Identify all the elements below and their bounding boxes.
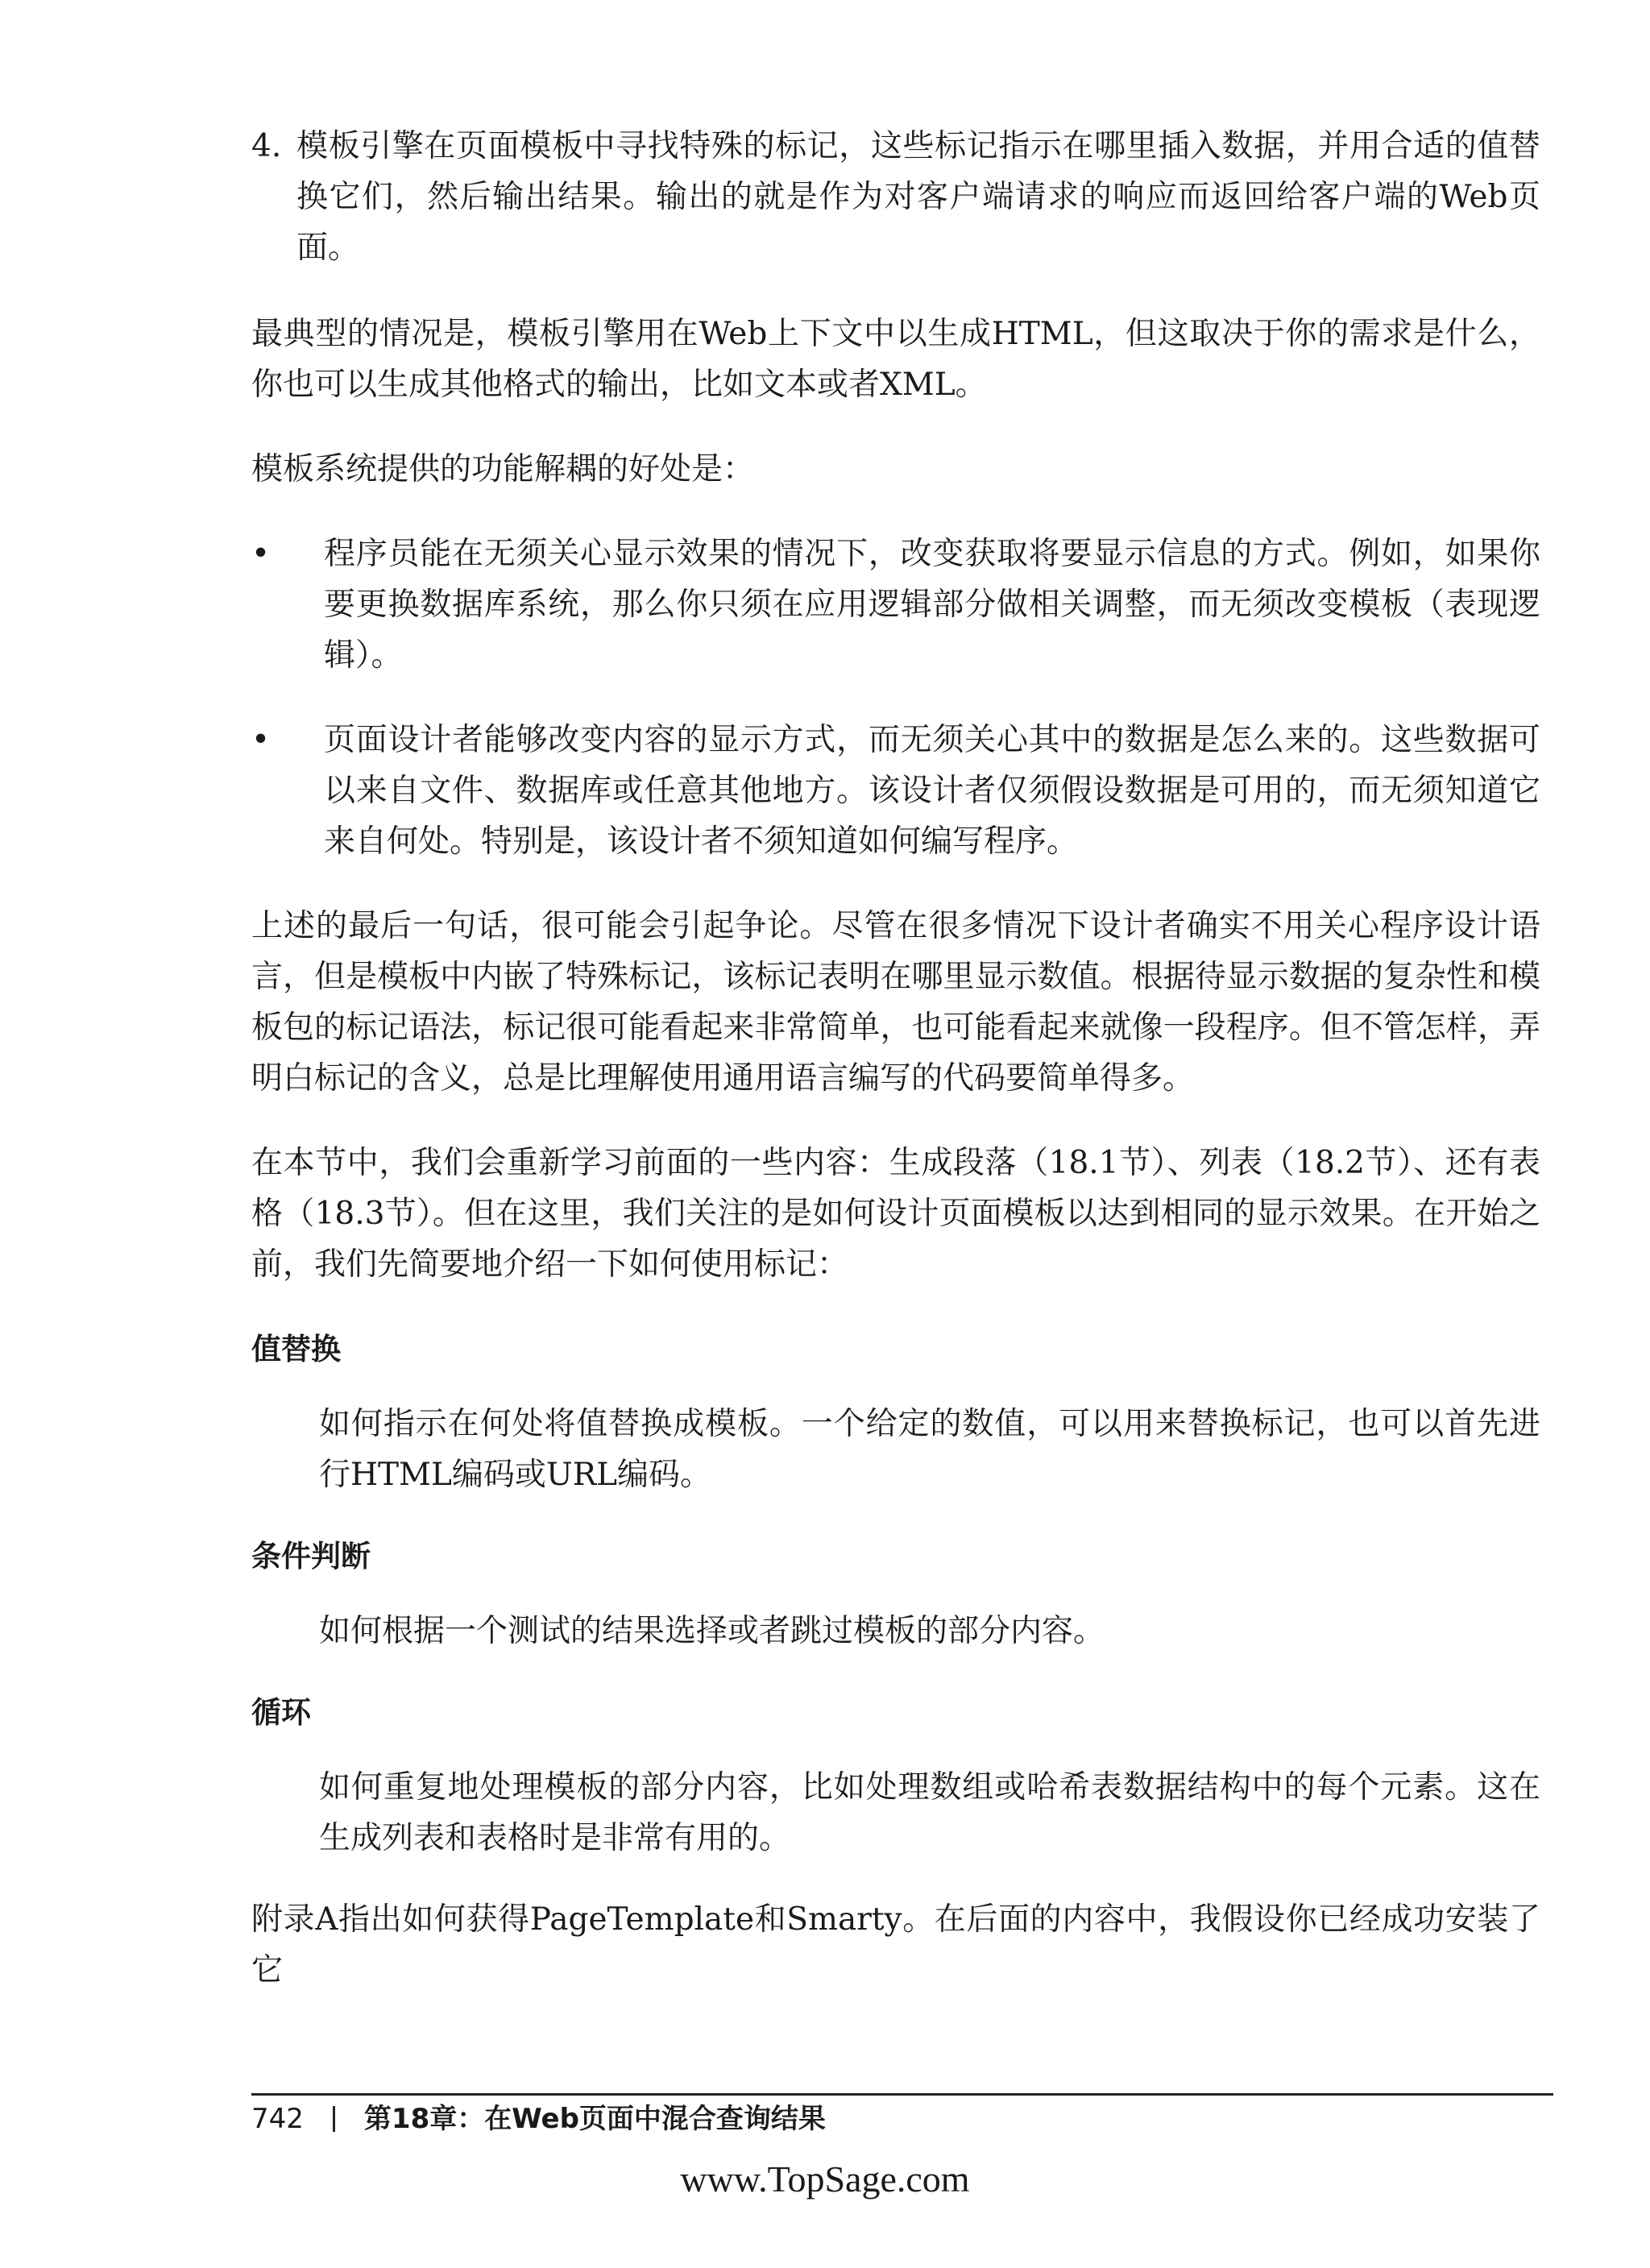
bullet-icon: • [251,536,271,572]
term-definition: 如何重复地处理模板的部分内容，比如处理数组或哈希表数据结构中的每个元素。这在生成列表和表格时是非常有用的。 [319,1769,1540,1856]
paragraph-section-intro: 在本节中，我们会重新学习前面的一些内容：生成段落（18.1节）、列表（18.2节）、还有表格（18.3节）。但在这里，我们关注的是如何设计页面模板以达到相同的显示效果。在开始之前，我们先简要地介绍一下如何使用标记： [251,1145,1540,1283]
list-item [251,529,1540,681]
list-item [251,715,1540,867]
list-item-text: 程序员能在无须关心显示效果的情况下，改变获取将要显示信息的方式。例如，如果你要更换数据库系统，那么你只须在应用逻辑部分做相关调整，而无须改变模板（表现逻辑）。 [324,536,1540,674]
page-body [251,121,1540,1996]
bullet-icon: • [251,722,271,758]
term-definition: 如何指示在何处将值替换成模板。一个给定的数值，可以用来替换标记，也可以首先进行HTML编码或URL编码。 [319,1406,1540,1493]
paragraph-appendix: 附录A指出如何获得PageTemplate和Smarty。在后面的内容中，我假设你已经成功安装了它 [251,1901,1540,1988]
list-item-text: 页面设计者能够改变内容的显示方式，而无须关心其中的数据是怎么来的。这些数据可以来自文件、数据库或任意其他地方。该设计者仅须假设数据是可用的，而无须知道它来自何处。特别是，该设计者不须知道如何编写程序。 [324,722,1540,860]
chapter-title: 第18章：在Web页面中混合查询结果 [363,2103,826,2135]
term-heading: 循环 [251,1695,311,1730]
footer-divider [251,2093,1553,2096]
item-number: 4. [251,128,282,164]
page-number: 742 [251,2103,304,2135]
footer-separator [333,2106,335,2132]
term-definition: 如何根据一个测试的结果选择或者跳过模板的部分内容。 [319,1613,1105,1649]
benefits-list [251,529,1540,867]
term-definition-list [251,1324,1540,1864]
page-footer [251,2099,826,2139]
paragraph-typical-usage: 最典型的情况是，模板引擎用在Web上下文中以生成HTML，但这取决于你的需求是什么，你也可以生成其他格式的输出，比如文本或者XML。 [251,316,1540,403]
website-watermark: www.TopSage.com [680,2158,970,2200]
numbered-item-4 [251,121,1540,273]
paragraph-benefits-intro: 模板系统提供的功能解耦的好处是： [251,451,755,487]
term-heading: 条件判断 [251,1539,371,1574]
term-heading: 值替换 [251,1332,341,1366]
item-text: 模板引擎在页面模板中寻找特殊的标记，这些标记指示在哪里插入数据，并用合适的值替换它们，然后输出结果。输出的就是作为对客户端请求的响应而返回给客户端的Web页面。 [296,128,1540,266]
paragraph-controversy: 上述的最后一句话，很可能会引起争论。尽管在很多情况下设计者确实不用关心程序设计语言，但是模板中内嵌了特殊标记，该标记表明在哪里显示数值。根据待显示数据的复杂性和模板包的标记语法，标记很可能看起来非常简单，也可能看起来就像一段程序。但不管怎样，弄明白标记的含义，总是比理解使用通用语言编写的代码要简单得多。 [251,908,1540,1097]
